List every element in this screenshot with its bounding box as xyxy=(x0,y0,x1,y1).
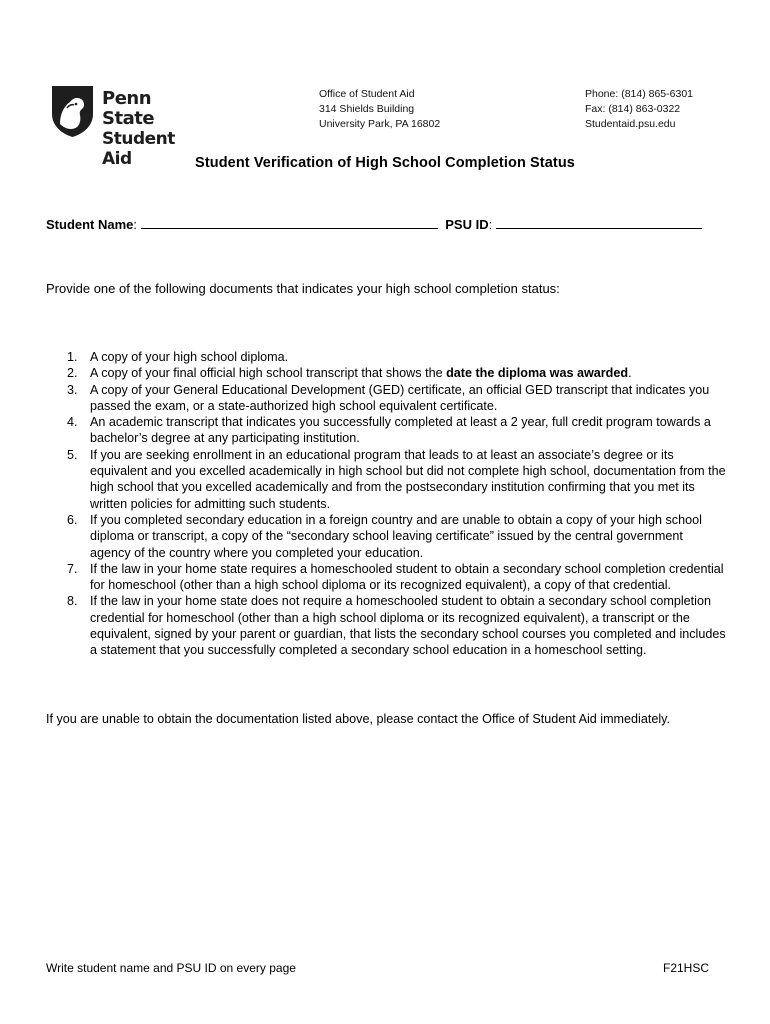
list-item xyxy=(46,512,726,561)
student-name-field[interactable] xyxy=(141,216,438,229)
student-name-label: Student Name xyxy=(46,217,134,232)
list-item xyxy=(46,447,726,512)
logo-line-penn-state: Penn State xyxy=(102,88,155,129)
list-item-text: If you completed secondary education in a foreign country and are unable to obtain a copy of your high school diploma or transcript, a copy of the “secondary school leaving certificate” issued by the central government agency of the country where you completed your education. xyxy=(90,512,702,560)
student-info-fields: Student Name: PSU ID: xyxy=(46,216,702,232)
penn-state-student-aid-logo xyxy=(50,84,190,169)
list-item-emphasis: date the diploma was awarded xyxy=(446,366,629,381)
list-item-number: 1. xyxy=(67,350,78,364)
office-building: 314 Shields Building xyxy=(319,103,415,115)
instructions-text: Provide one of the following documents that indicates your high school completion status: xyxy=(46,281,560,296)
contact-website: Studentaid.psu.edu xyxy=(585,118,676,130)
contact-phone: Phone: (814) 865-6301 xyxy=(585,88,693,100)
page-title: Student Verification of High School Completion Status xyxy=(195,155,575,171)
list-item-number: 6. xyxy=(67,512,78,527)
logo-line-student-aid: Student Aid xyxy=(102,129,175,169)
contact-info xyxy=(585,87,693,132)
list-item xyxy=(46,414,726,447)
form-code: F21HSC xyxy=(662,961,709,975)
list-item xyxy=(46,593,726,658)
psu-id-label: PSU ID xyxy=(445,217,489,232)
psu-id-field[interactable] xyxy=(496,216,702,229)
office-city: University Park, PA 16802 xyxy=(319,118,441,130)
list-item xyxy=(46,349,726,365)
list-item-number: 8. xyxy=(67,594,78,609)
list-item-text: A copy of your final official high school transcript that shows the xyxy=(90,366,447,381)
list-item xyxy=(46,561,726,594)
list-item-text: A copy of your General Educational Development (GED) certificate, an official GED transcript that indicates you passed the exam, or a state-authorized high school equivalent certificate. xyxy=(90,382,710,413)
office-name: Office of Student Aid xyxy=(319,88,415,100)
footer-note: Write student name and PSU ID on every page xyxy=(46,961,296,975)
list-item-number: 2. xyxy=(67,366,78,381)
list-item xyxy=(46,365,726,381)
list-item-text: If the law in your home state does not require a homeschooled student to obtain a secondary school completion credential for homeschool (other than a high school diploma or its recognized equivalent), a transcript or the equivalent, signed by your parent or guardian, that lists the secondary school courses you completed and includes a statement that you successfully completed a secondary school education in a homeschool setting. xyxy=(90,594,726,658)
list-item-number: 7. xyxy=(67,561,78,576)
closing-paragraph: If you are unable to obtain the documentation listed above, please contact the Office of Student Aid immediately. xyxy=(46,712,671,726)
list-item-text-end: . xyxy=(628,366,632,381)
contact-fax: Fax: (814) 863-0322 xyxy=(585,103,681,115)
list-item-number: 5. xyxy=(67,447,78,462)
list-item-number: 3. xyxy=(67,382,78,397)
list-item xyxy=(46,382,726,415)
list-item-text: An academic transcript that indicates you successfully completed at least a 2 year, full credit program towards a bachelor’s degree at any participating institution. xyxy=(90,415,711,446)
nittany-lion-shield-icon xyxy=(50,84,95,138)
list-item-text: If the law in your home state requires a homeschooled student to obtain a secondary school completion credential for homeschool (other than a high school diploma or its recognized equivalent), a copy of that credential. xyxy=(90,561,724,593)
office-address xyxy=(319,87,440,132)
list-item-text: If you are seeking enrollment in an educational program that leads to at least an associate’s degree or its equivalent and you excelled academically in high school but did not complete high school, documentation from the high school that you excelled academically and from the postsecondary institution confirming that you met its written policies for admitting such students. xyxy=(90,447,726,511)
document-options-list xyxy=(46,349,726,659)
list-item-number: 4. xyxy=(67,415,78,430)
list-item-text: A copy of your high school diploma. xyxy=(90,350,289,364)
